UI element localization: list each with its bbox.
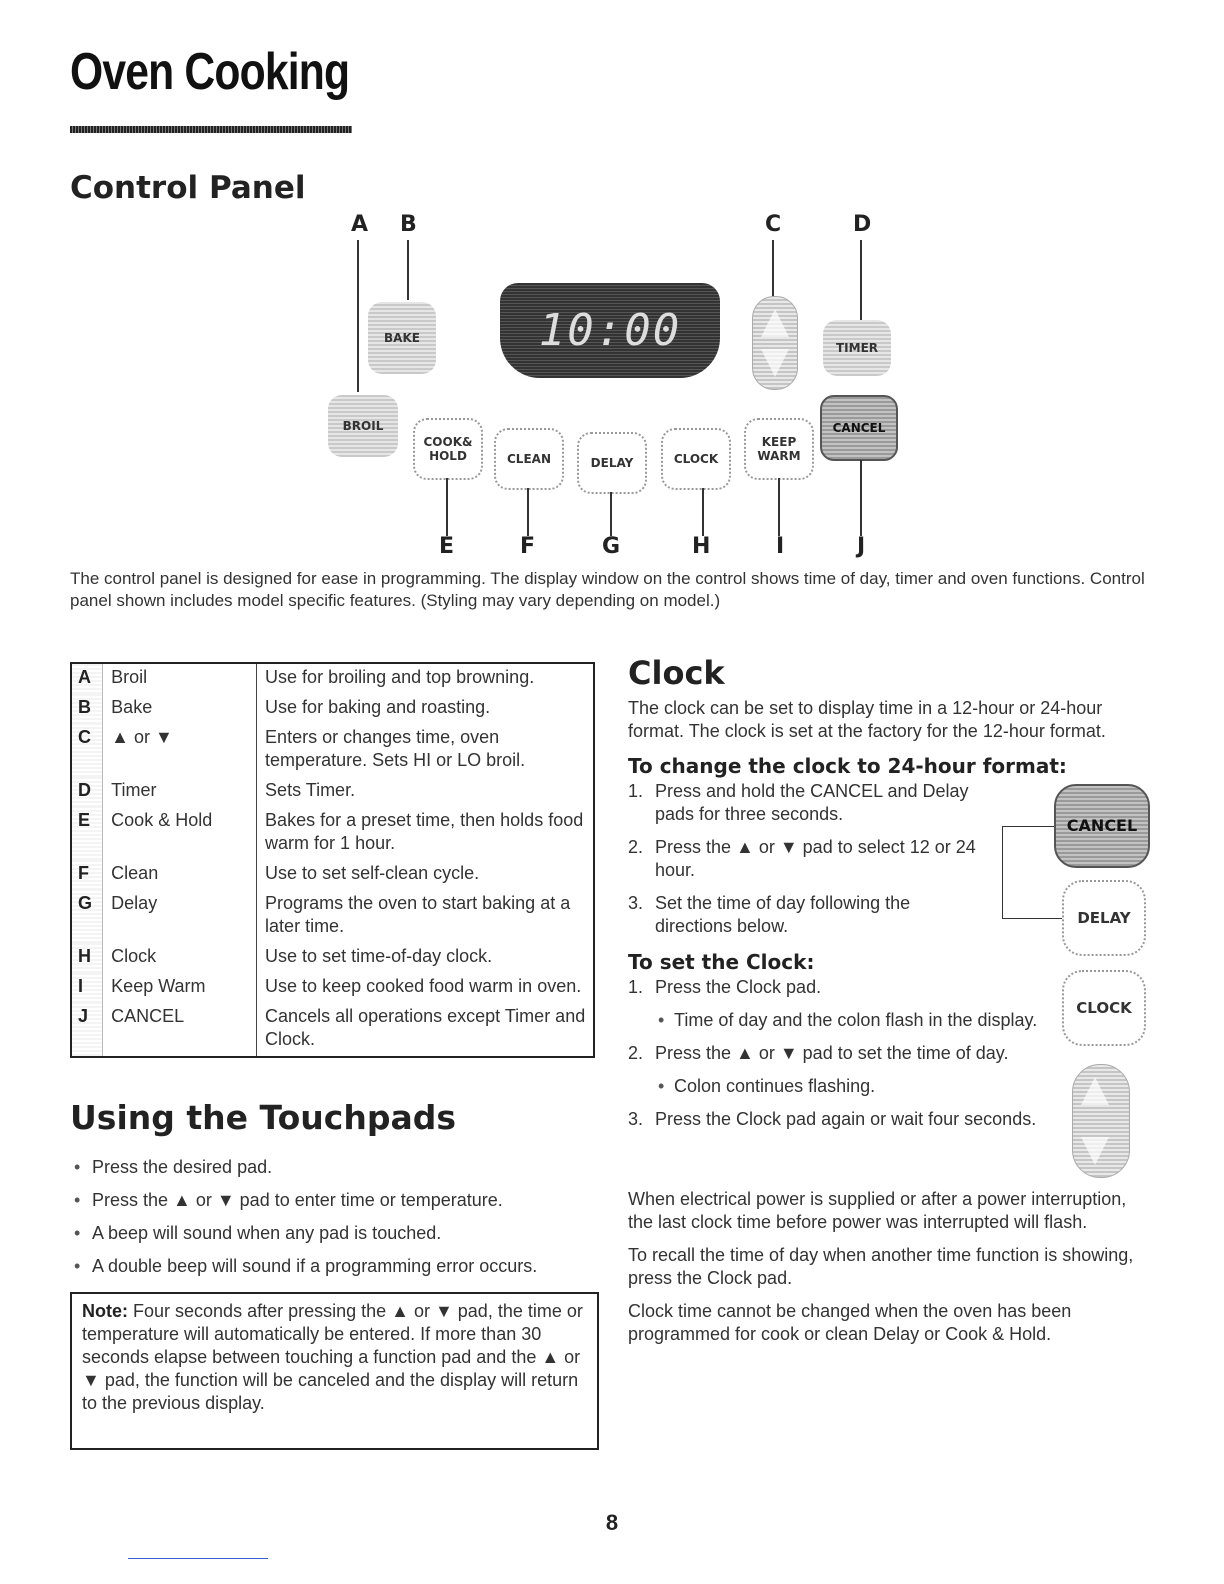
step-number: 1.: [628, 781, 644, 801]
page-number: 8: [605, 1510, 619, 1535]
feature-name: Clock: [103, 943, 257, 973]
leader-line-b: [407, 240, 409, 300]
touchpad-bullet-list: [70, 1156, 590, 1288]
table-row: [71, 807, 594, 860]
connector-line: [1002, 826, 1003, 918]
feature-desc: Enters or changes time, oven temperature. Sets HI or LO broil.: [265, 727, 526, 770]
feature-table: [70, 662, 595, 1058]
connector-line: [1002, 918, 1062, 919]
feature-desc: Use to keep cooked food warm in oven.: [265, 976, 582, 996]
feature-name: Broil: [103, 663, 257, 694]
callout-b: B: [400, 212, 417, 237]
table-row: [71, 1003, 594, 1057]
step-text: Set the time of day following the directions below.: [655, 893, 911, 936]
feature-key: G: [71, 890, 103, 943]
title-underline: [70, 126, 352, 133]
list-item: • A double beep will sound if a programming error occurs.: [70, 1255, 590, 1277]
feature-name: ▲ or ▼: [103, 724, 257, 777]
feature-name: Bake: [103, 694, 257, 724]
feature-desc: Cancels all operations except Timer and Clock.: [265, 1006, 586, 1049]
set-step-list: [628, 1108, 1048, 1131]
feature-name: Clean: [103, 860, 257, 890]
feature-key: F: [71, 860, 103, 890]
leader-line-d: [860, 240, 862, 320]
display-time: 10:00: [538, 305, 682, 356]
set-clock-subheading: To set the Clock:: [628, 950, 815, 974]
feature-key: D: [71, 777, 103, 807]
callout-j: J: [857, 534, 866, 559]
clock-para-2: To recall the time of day when another time function is showing, press the Clock pad.: [628, 1245, 1134, 1288]
callout-d: D: [853, 212, 872, 237]
feature-name: Delay: [103, 890, 257, 943]
clock-para-1: When electrical power is supplied or after a power interruption, the last clock time before power was interrupted will flash.: [628, 1189, 1127, 1232]
bake-pad[interactable]: BAKE: [368, 302, 436, 374]
broil-pad[interactable]: BROIL: [328, 395, 398, 457]
callout-f: F: [520, 534, 536, 559]
list-item: [628, 892, 988, 938]
leader-line-i: [778, 478, 780, 536]
step-number: 1.: [628, 977, 644, 997]
feature-key: B: [71, 694, 103, 724]
feature-desc: Sets Timer.: [265, 780, 356, 800]
callout-i: I: [776, 534, 785, 559]
table-row: [71, 890, 594, 943]
keep-warm-pad[interactable]: KEEP WARM: [744, 418, 814, 480]
callout-h: H: [692, 534, 711, 559]
list-item: [628, 1042, 1048, 1065]
list-item: • Press the ▲ or ▼ pad to enter time or temperature.: [70, 1189, 590, 1211]
connector-line: [1002, 826, 1062, 827]
up-down-arrow-pad[interactable]: [752, 296, 798, 390]
cancel-pad-illustration: CANCEL: [1054, 784, 1150, 868]
table-row: [71, 943, 594, 973]
clock-heading: Clock: [628, 654, 725, 692]
note-box: [70, 1292, 599, 1450]
display-window: [500, 283, 720, 378]
delay-pad[interactable]: DELAY: [577, 432, 647, 494]
clock-intro: The clock can be set to display time in a 12-hour or 24-hour format. The clock is set at the factory for the 12-hour format.: [628, 698, 1106, 741]
list-item: [628, 836, 988, 882]
sub-bullet: • Colon continues flashing.: [628, 1075, 1048, 1098]
note-label: Note:: [82, 1301, 128, 1321]
timer-pad[interactable]: TIMER: [823, 320, 891, 376]
leader-line-a: [357, 240, 359, 392]
delay-pad-illustration: DELAY: [1062, 880, 1146, 956]
feature-key: A: [71, 663, 103, 694]
control-panel-heading: Control Panel: [70, 170, 306, 206]
list-item: [628, 1108, 1048, 1131]
clock-pad-illustration: CLOCK: [1062, 970, 1146, 1046]
page-title: Oven Cooking: [70, 43, 350, 101]
list-item: [628, 976, 1048, 999]
feature-key: J: [71, 1003, 103, 1057]
step-text: Press the ▲ or ▼ pad to select 12 or 24 hour.: [655, 837, 976, 880]
format-steps: [628, 780, 988, 948]
list-item: [628, 780, 988, 826]
feature-name: CANCEL: [103, 1003, 257, 1057]
clock-para-3: Clock time cannot be changed when the oven has been programmed for cook or clean Delay or Cook & Hold.: [628, 1301, 1072, 1344]
feature-name: Timer: [103, 777, 257, 807]
feature-desc: Use to set self-clean cycle.: [265, 863, 480, 883]
leader-line-j: [860, 460, 862, 536]
step-number: 3.: [628, 1109, 644, 1129]
clock-notes: [628, 1188, 1143, 1356]
feature-key: H: [71, 943, 103, 973]
step-number: 2.: [628, 1043, 644, 1063]
feature-key: I: [71, 973, 103, 1003]
leader-line-c: [772, 240, 774, 298]
table-row: [71, 777, 594, 807]
set-step-list: [628, 1042, 1048, 1065]
step-text: Press and hold the CANCEL and Delay pads for three seconds.: [655, 781, 969, 824]
format-subheading: To change the clock to 24-hour format:: [628, 754, 1067, 778]
feature-desc: Use to set time-of-day clock.: [265, 946, 493, 966]
sub-bullet: • Time of day and the colon flash in the display.: [628, 1009, 1048, 1032]
table-row: [71, 860, 594, 890]
clean-pad[interactable]: CLEAN: [494, 428, 564, 490]
feature-name: Cook & Hold: [103, 807, 257, 860]
list-item: • Press the desired pad.: [70, 1156, 590, 1178]
step-number: 3.: [628, 893, 644, 913]
callout-a: A: [351, 212, 369, 237]
arrow-pad-illustration: [1072, 1064, 1130, 1178]
feature-desc: Use for broiling and top browning.: [265, 667, 535, 687]
leader-line-e: [446, 478, 448, 536]
feature-desc: Programs the oven to start baking at a later time.: [265, 893, 571, 936]
touchpads-heading: Using the Touchpads: [70, 1098, 456, 1137]
leader-line-g: [610, 492, 612, 536]
set-clock-steps: [628, 976, 1048, 1141]
cook-hold-pad[interactable]: COOK& HOLD: [413, 418, 483, 480]
table-row: [71, 973, 594, 1003]
callout-g: G: [602, 534, 621, 559]
step-text: Press the Clock pad again or wait four seconds.: [655, 1109, 1037, 1129]
table-row: [71, 694, 594, 724]
leader-line-h: [702, 488, 704, 536]
footer-rule: [128, 1558, 268, 1559]
feature-name: Keep Warm: [103, 973, 257, 1003]
step-number: 2.: [628, 837, 644, 857]
table-row: [71, 724, 594, 777]
control-panel-intro: The control panel is designed for ease in programming. The display window on the control shows time of day, timer and oven functions. Control panel shown includes model specific features. (Styling may vary depending on model.): [70, 569, 1145, 610]
clock-pad[interactable]: CLOCK: [661, 428, 731, 490]
step-text: Press the ▲ or ▼ pad to set the time of day.: [655, 1043, 1009, 1063]
leader-line-f: [527, 488, 529, 536]
table-row: [71, 663, 594, 694]
feature-key: C: [71, 724, 103, 777]
note-text: Four seconds after pressing the ▲ or ▼ pad, the time or temperature will automatically be entered. If more than 30 seconds elapse between touching a function pad and the ▲ or ▼ pad, the function will be canceled and the display will return to the previous display.: [82, 1301, 583, 1413]
step-text: Press the Clock pad.: [655, 977, 822, 997]
cancel-pad[interactable]: CANCEL: [820, 395, 898, 461]
feature-desc: Use for baking and roasting.: [265, 697, 491, 717]
callout-e: E: [439, 534, 455, 559]
feature-key: E: [71, 807, 103, 860]
set-step-list: [628, 976, 1048, 999]
callout-c: C: [765, 212, 782, 237]
feature-desc: Bakes for a preset time, then holds food warm for 1 hour.: [265, 810, 584, 853]
list-item: • A beep will sound when any pad is touched.: [70, 1222, 590, 1244]
